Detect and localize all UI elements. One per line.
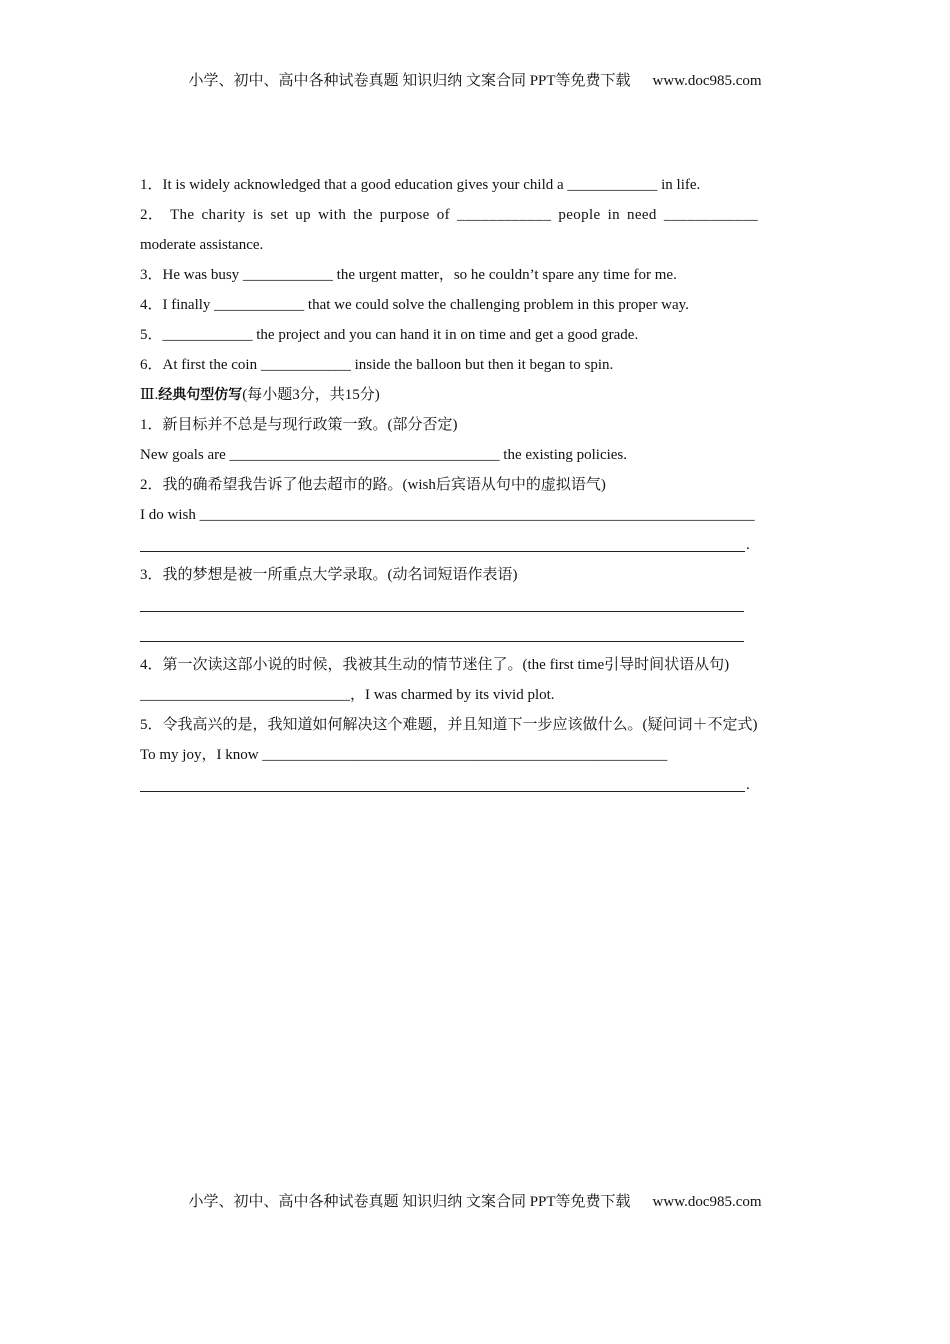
sentence-3-answer-line-1 <box>140 590 810 620</box>
header-site-link[interactable]: www.doc985.com <box>652 73 762 89</box>
answer-rule <box>140 791 745 792</box>
sentence-5-answer: To my joy，I know ______________________________________________________ <box>140 747 668 763</box>
answer-rule <box>140 551 745 552</box>
fill-blank-4: 4．I finally ____________ that we could solve the challenging problem in this proper way. <box>140 297 689 313</box>
running-header <box>0 69 950 90</box>
sentence-1-prompt: 1．新目标并不总是与现行政策一致。(部分否定) <box>140 417 458 433</box>
footer-site-link[interactable]: www.doc985.com <box>652 1194 762 1210</box>
sentence-3-prompt: 3．我的梦想是被一所重点大学录取。(动名词短语作表语) <box>140 567 518 583</box>
sentence-2-prompt: 2．我的确希望我告诉了他去超市的路。(wish后宾语从句中的虚拟语气) <box>140 477 606 493</box>
fill-blank-6: 6．At first the coin ____________ inside the balloon but then it began to spin. <box>140 357 614 373</box>
sentence-1-answer: New goals are ____________________________________ the existing policies. <box>140 447 628 463</box>
section-numeral: Ⅲ. <box>140 387 159 403</box>
sentence-4-prompt: 4．第一次读这部小说的时候，我被其生动的情节迷住了。(the first time引导时间状语从句) <box>140 657 730 673</box>
answer-rule <box>140 611 744 612</box>
sentence-3-answer-line-2 <box>140 620 810 650</box>
fill-blank-2-cont: moderate assistance. <box>140 237 264 253</box>
fill-blank-2: 2． The charity is set up with the purpose of ____________ people in need ____________ <box>140 207 759 223</box>
answer-rule <box>140 641 744 642</box>
exercise-content <box>140 170 810 800</box>
section-note: (每小题3分，共15分) <box>242 387 380 403</box>
running-footer <box>0 1190 950 1211</box>
period: . <box>746 537 750 553</box>
section-heading <box>140 380 810 410</box>
footer-text: 小学、初中、高中各种试卷真题 知识归纳 文案合同 PPT等免费下载 <box>188 1194 631 1210</box>
fill-blank-5: 5．____________ the project and you can hand it in on time and get a good grade. <box>140 327 639 343</box>
period: . <box>746 777 750 793</box>
sentence-5-prompt: 5．令我高兴的是，我知道如何解决这个难题，并且知道下一步应该做什么。(疑问词＋不定式) <box>140 717 758 733</box>
header-text: 小学、初中、高中各种试卷真题 知识归纳 文案合同 PPT等免费下载 <box>188 73 631 89</box>
section-title: 经典句型仿写 <box>158 387 243 403</box>
sentence-5-answer-line-2 <box>140 770 810 800</box>
sentence-2-answer-line-2 <box>140 530 810 560</box>
fill-blank-1: 1．It is widely acknowledged that a good education gives your child a ____________ in life. <box>140 177 701 193</box>
sentence-4-answer: ____________________________，I was charmed by its vivid plot. <box>140 687 555 703</box>
sentence-2-answer: I do wish __________________________________________________________________________ <box>140 507 755 523</box>
fill-blank-3: 3．He was busy ____________ the urgent matter，so he couldn’t spare any time for me. <box>140 267 677 283</box>
